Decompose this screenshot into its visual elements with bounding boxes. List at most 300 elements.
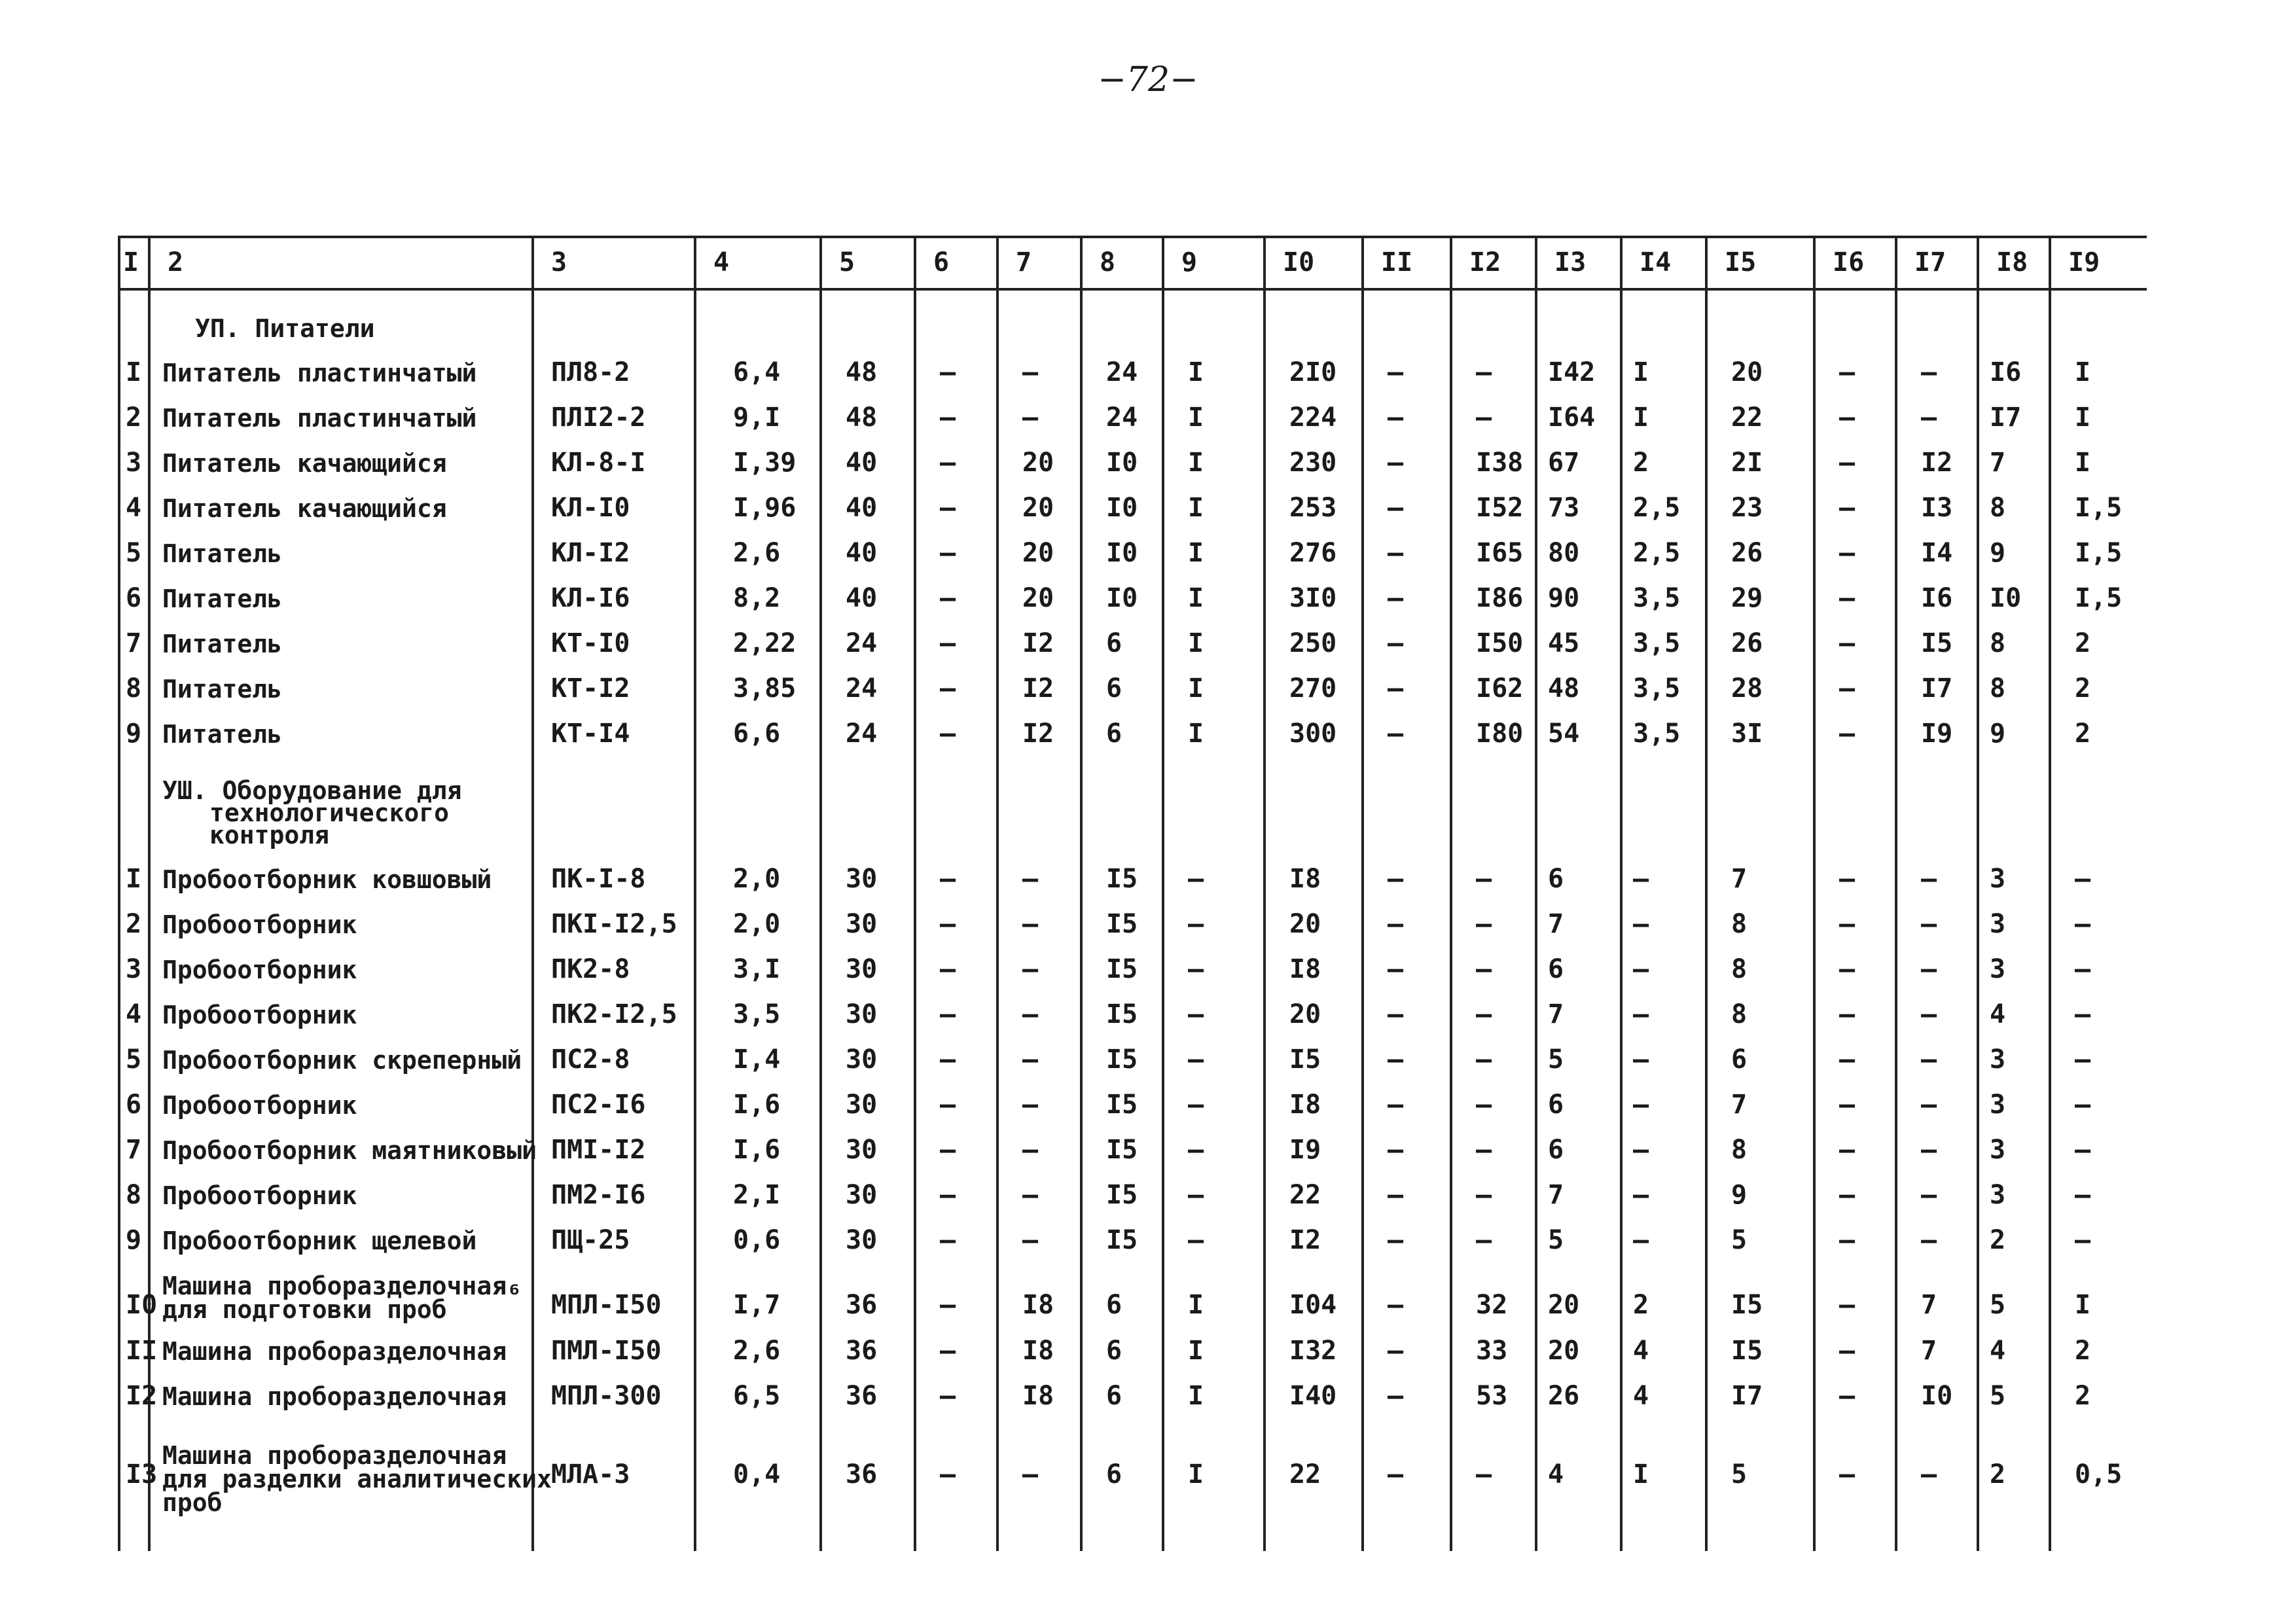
- column-header: I8: [1996, 247, 2028, 277]
- table-row-cell: 230: [1289, 448, 1337, 478]
- table-row-cell: –: [1388, 864, 1404, 894]
- table-row-cell: –: [940, 1090, 956, 1120]
- table-row-cell: I62: [1476, 673, 1524, 704]
- table-row-cell: –: [1188, 1180, 1204, 1210]
- section-title: УШ. Оборудование для: [162, 776, 462, 805]
- table-row-cell: ПМ2-I6: [551, 1180, 646, 1210]
- table-row-cell: –: [1022, 1459, 1039, 1489]
- table-row-cell: 6: [126, 583, 142, 613]
- table-row-cell: 250: [1289, 628, 1337, 658]
- table-row-cell: –: [1476, 1090, 1492, 1120]
- table-row-cell: 30: [846, 864, 878, 894]
- table-row-name: Пробоотборник ковшовый: [162, 865, 492, 894]
- table-row-cell: –: [1633, 1180, 1649, 1210]
- table-row-cell: –: [1022, 1090, 1039, 1120]
- table-row-cell: I5: [1106, 954, 1138, 984]
- table-row-cell: –: [1388, 583, 1404, 613]
- table-row-cell: –: [1188, 864, 1204, 894]
- table-row-cell: –: [1388, 1225, 1404, 1255]
- table-row-cell: –: [1921, 357, 1937, 387]
- table-row-cell: –: [1022, 1135, 1039, 1165]
- table-row-cell: 20: [1731, 357, 1763, 387]
- column-divider: [1263, 236, 1266, 1551]
- table-row-cell: I5: [1106, 999, 1138, 1029]
- table-row-cell: –: [1476, 1180, 1492, 1210]
- table-row-cell: I: [1633, 357, 1649, 387]
- table-row-cell: 6: [1106, 628, 1122, 658]
- table-row-cell: КЛ-8-I: [551, 448, 646, 478]
- table-row-cell: 30: [846, 1180, 878, 1210]
- table-row-name: Пробоотборник: [162, 955, 357, 984]
- table-row-cell: 2: [126, 402, 142, 433]
- table-row-cell: 6: [1106, 1459, 1122, 1489]
- table-row-cell: 8: [1731, 999, 1748, 1029]
- table-row-name: Питатель: [162, 675, 283, 704]
- table-row-cell: 20: [1022, 493, 1054, 523]
- table-row-name: Пробоотборник: [162, 910, 357, 939]
- table-row-cell: –: [1388, 909, 1404, 939]
- table-row-cell: ПЛ8-2: [551, 357, 630, 387]
- table-row-cell: 45: [1548, 628, 1580, 658]
- table-row-cell: 2: [1990, 1225, 2006, 1255]
- table-row-cell: –: [1388, 448, 1404, 478]
- table-row-cell: 8: [126, 673, 142, 704]
- table-row-cell: –: [2075, 909, 2091, 939]
- table-row-cell: 7: [1548, 1180, 1564, 1210]
- table-row-cell: I5: [1106, 1090, 1138, 1120]
- table-row-cell: 6: [1548, 1135, 1564, 1165]
- table-row-cell: 2,I: [733, 1180, 781, 1210]
- table-row-cell: –: [2075, 1135, 2091, 1165]
- table-row-cell: –: [1476, 1225, 1492, 1255]
- table-row-cell: –: [940, 402, 956, 433]
- table-row-cell: 7: [1731, 1090, 1748, 1120]
- table-row-cell: 80: [1548, 538, 1580, 568]
- table-row-cell: 3: [1990, 1044, 2006, 1075]
- table-row-cell: –: [2075, 1044, 2091, 1075]
- table-row-cell: –: [1839, 1090, 1856, 1120]
- table-row-name: Питатель пластинчатый: [162, 404, 477, 433]
- table-rule: [118, 288, 2147, 291]
- table-row-cell: –: [1839, 402, 1856, 433]
- table-row-cell: I,5: [2075, 538, 2123, 568]
- table-row-cell: 3: [126, 448, 142, 478]
- table-row-cell: 0,4: [733, 1459, 781, 1489]
- table-row-name: Машина проборазделочная: [162, 1382, 507, 1411]
- table-row-cell: –: [1188, 909, 1204, 939]
- table-row-cell: 30: [846, 1044, 878, 1075]
- table-row-cell: –: [1633, 1044, 1649, 1075]
- table-row-cell: –: [1476, 999, 1492, 1029]
- table-row-cell: ПЛI2-2: [551, 402, 646, 433]
- table-row-cell: I5: [1731, 1290, 1763, 1320]
- table-row-cell: 276: [1289, 538, 1337, 568]
- table-row-cell: МПЛ-I50: [551, 1290, 662, 1320]
- table-row-cell: I: [1188, 1336, 1204, 1366]
- column-header: I7: [1914, 247, 1946, 277]
- table-row-cell: I2: [1022, 673, 1054, 704]
- column-header: I: [123, 247, 139, 277]
- table-row-cell: I5: [1106, 1044, 1138, 1075]
- table-row-cell: –: [2075, 1225, 2091, 1255]
- table-row-cell: 7: [1731, 864, 1748, 894]
- table-row-cell: 9: [1731, 1180, 1748, 1210]
- table-row-cell: I0: [1106, 583, 1138, 613]
- table-row-cell: I2: [1289, 1225, 1321, 1255]
- table-row-cell: –: [1839, 1381, 1856, 1411]
- table-row-cell: 3,I: [733, 954, 781, 984]
- column-divider: [1080, 236, 1083, 1551]
- page-number: −72−: [1098, 60, 1198, 99]
- table-row-cell: 5: [1990, 1290, 2006, 1320]
- table-row-cell: –: [1921, 954, 1937, 984]
- table-row-cell: I: [1188, 1290, 1204, 1320]
- section-title: технологического: [209, 798, 450, 827]
- column-header: 6: [933, 247, 950, 277]
- column-divider: [1450, 236, 1452, 1551]
- table-row-cell: ПС2-I6: [551, 1090, 646, 1120]
- table-row-cell: I: [1188, 1459, 1204, 1489]
- table-row-cell: 9: [1990, 719, 2006, 749]
- table-row-cell: I: [1188, 1381, 1204, 1411]
- table-row-cell: 8: [126, 1180, 142, 1210]
- table-row-cell: 40: [846, 448, 878, 478]
- table-row-cell: –: [1188, 999, 1204, 1029]
- table-row-cell: 4: [1548, 1459, 1564, 1489]
- table-row-cell: –: [1921, 999, 1937, 1029]
- table-row-cell: –: [1022, 999, 1039, 1029]
- table-row-cell: –: [1839, 954, 1856, 984]
- table-row-cell: 30: [846, 999, 878, 1029]
- table-row-cell: ПК-I-8: [551, 864, 646, 894]
- table-row-cell: I5: [1106, 1135, 1138, 1165]
- table-row-cell: 2I0: [1289, 357, 1337, 387]
- table-row-cell: 20: [1289, 909, 1321, 939]
- column-header: I9: [2068, 247, 2100, 277]
- table-row-cell: –: [1633, 864, 1649, 894]
- table-row-cell: I5: [1106, 909, 1138, 939]
- table-row-name: Пробоотборник щелевой: [162, 1226, 477, 1255]
- table-row-cell: 26: [1731, 628, 1763, 658]
- table-row-cell: –: [940, 1135, 956, 1165]
- table-row-cell: КЛ-I0: [551, 493, 630, 523]
- table-row-cell: –: [2075, 1090, 2091, 1120]
- table-row-cell: 2,5: [1633, 493, 1681, 523]
- table-row-cell: I: [1633, 402, 1649, 433]
- table-row-cell: 3: [1990, 954, 2006, 984]
- table-row-cell: –: [1633, 954, 1649, 984]
- table-row-cell: I2: [1921, 448, 1953, 478]
- table-row-cell: –: [1839, 1336, 1856, 1366]
- table-row-cell: 6: [1106, 719, 1122, 749]
- table-row-cell: –: [1388, 357, 1404, 387]
- table-row-cell: 7: [126, 1135, 142, 1165]
- table-row-cell: 6: [1548, 1090, 1564, 1120]
- table-row-cell: 4: [1633, 1336, 1649, 1366]
- table-row-cell: 6: [1548, 864, 1564, 894]
- table-row-cell: –: [1188, 1225, 1204, 1255]
- table-row-cell: 6: [1731, 1044, 1748, 1075]
- table-row-cell: 22: [1731, 402, 1763, 433]
- column-header: I0: [1283, 247, 1315, 277]
- table-row-cell: 6: [1548, 954, 1564, 984]
- table-row-cell: –: [1839, 909, 1856, 939]
- table-row-cell: –: [1188, 954, 1204, 984]
- table-row-cell: –: [940, 628, 956, 658]
- table-row-cell: I,6: [733, 1135, 781, 1165]
- column-header: 8: [1100, 247, 1116, 277]
- table-row-cell: 2: [2075, 673, 2091, 704]
- table-row-name: Пробоотборник: [162, 1001, 357, 1029]
- table-row-cell: 300: [1289, 719, 1337, 749]
- column-header: 9: [1181, 247, 1198, 277]
- table-row-cell: 24: [846, 719, 878, 749]
- table-row-cell: –: [940, 864, 956, 894]
- table-row-cell: 20: [1289, 999, 1321, 1029]
- table-row-cell: –: [940, 1336, 956, 1366]
- table-row-cell: 6: [126, 1090, 142, 1120]
- table-row-cell: –: [2075, 864, 2091, 894]
- table-row-cell: –: [2075, 1180, 2091, 1210]
- table-row-cell: I42: [1548, 357, 1596, 387]
- table-row-cell: 3: [1990, 1090, 2006, 1120]
- table-row-cell: 3I0: [1289, 583, 1337, 613]
- table-row-cell: 24: [1106, 357, 1138, 387]
- table-row-cell: 8: [1731, 954, 1748, 984]
- table-row-cell: ПКI-I2,5: [551, 909, 677, 939]
- data-table: [118, 236, 2147, 1558]
- column-divider: [2049, 236, 2051, 1551]
- table-row-cell: –: [1921, 1135, 1937, 1165]
- table-row-cell: –: [940, 719, 956, 749]
- table-row-cell: 54: [1548, 719, 1580, 749]
- table-row-cell: –: [1921, 864, 1937, 894]
- table-row-cell: I9: [1921, 719, 1953, 749]
- table-row-cell: 7: [1921, 1336, 1937, 1366]
- table-row-cell: –: [940, 954, 956, 984]
- table-row-cell: –: [940, 1180, 956, 1210]
- table-row-cell: –: [1022, 357, 1039, 387]
- table-row-cell: –: [940, 1459, 956, 1489]
- table-row-cell: 8: [1990, 673, 2006, 704]
- table-row-name: Машина проборазделочная: [162, 1337, 507, 1366]
- column-divider: [1361, 236, 1364, 1551]
- table-row-cell: I0: [1990, 583, 2022, 613]
- table-row-name: Питатель пластинчатый: [162, 359, 477, 387]
- table-row-cell: –: [1388, 1336, 1404, 1366]
- table-row-cell: I0: [126, 1290, 158, 1320]
- table-row-cell: –: [1839, 538, 1856, 568]
- table-row-cell: –: [1633, 999, 1649, 1029]
- table-row-cell: –: [1839, 493, 1856, 523]
- table-row-cell: I5: [1289, 1044, 1321, 1075]
- table-row-cell: 30: [846, 954, 878, 984]
- table-row-cell: –: [940, 583, 956, 613]
- table-row-name: Пробоотборник скреперный: [162, 1046, 522, 1075]
- table-row-cell: 6,6: [733, 719, 781, 749]
- column-header: I2: [1469, 247, 1501, 277]
- table-row-cell: 26: [1548, 1381, 1580, 1411]
- table-row-cell: I3: [126, 1459, 158, 1489]
- table-row-cell: –: [1388, 402, 1404, 433]
- table-row-name: Машина проборазделочная₆ для подготовки проб: [162, 1272, 522, 1324]
- table-row-cell: 53: [1476, 1381, 1508, 1411]
- table-row-cell: –: [1022, 402, 1039, 433]
- table-row-cell: 20: [1548, 1290, 1580, 1320]
- table-row-cell: –: [1388, 1090, 1404, 1120]
- table-row-cell: I: [1188, 493, 1204, 523]
- table-row-cell: 30: [846, 1090, 878, 1120]
- table-row-cell: 8,2: [733, 583, 781, 613]
- table-row-cell: 6: [1106, 673, 1122, 704]
- table-row-cell: –: [1022, 864, 1039, 894]
- table-row-cell: –: [940, 448, 956, 478]
- table-row-cell: ПМЛ-I50: [551, 1336, 662, 1366]
- column-divider: [1895, 236, 1897, 1551]
- table-row-cell: 9: [126, 1225, 142, 1255]
- table-row-cell: 90: [1548, 583, 1580, 613]
- column-divider: [819, 236, 822, 1551]
- table-row-cell: 33: [1476, 1336, 1508, 1366]
- table-row-cell: 3,5: [1633, 719, 1681, 749]
- table-row-cell: ПС2-8: [551, 1044, 630, 1075]
- table-row-cell: –: [1022, 1180, 1039, 1210]
- table-row-cell: 270: [1289, 673, 1337, 704]
- table-row-cell: I52: [1476, 493, 1524, 523]
- table-row-cell: I,7: [733, 1290, 781, 1320]
- table-row-cell: 6,5: [733, 1381, 781, 1411]
- table-row-cell: 30: [846, 1225, 878, 1255]
- table-row-cell: 6: [1106, 1336, 1122, 1366]
- table-row-cell: 253: [1289, 493, 1337, 523]
- table-row-name: Питатель: [162, 630, 283, 658]
- table-row-cell: 48: [846, 357, 878, 387]
- table-row-cell: 2: [1990, 1459, 2006, 1489]
- table-row-name: Питатель качающийся: [162, 449, 447, 478]
- table-row-cell: 73: [1548, 493, 1580, 523]
- table-row-cell: I,5: [2075, 583, 2123, 613]
- table-row-cell: –: [1839, 448, 1856, 478]
- table-row-cell: 5: [126, 1044, 142, 1075]
- table-row-cell: 36: [846, 1459, 878, 1489]
- table-row-cell: I8: [1289, 864, 1321, 894]
- table-row-cell: –: [1476, 1459, 1492, 1489]
- table-row-cell: I5: [1731, 1336, 1763, 1366]
- table-row-cell: КЛ-I2: [551, 538, 630, 568]
- column-header: 5: [839, 247, 855, 277]
- table-row-cell: 30: [846, 1135, 878, 1165]
- table-row-cell: 40: [846, 538, 878, 568]
- table-row-cell: 9,I: [733, 402, 781, 433]
- table-row-cell: I2: [1022, 719, 1054, 749]
- table-row-cell: –: [1022, 1044, 1039, 1075]
- table-row-cell: –: [940, 538, 956, 568]
- table-row-cell: –: [1839, 1135, 1856, 1165]
- table-row-cell: 2I: [1731, 448, 1763, 478]
- table-row-cell: I86: [1476, 583, 1524, 613]
- table-row-cell: I: [1633, 1459, 1649, 1489]
- table-row-cell: I0: [1921, 1381, 1953, 1411]
- column-header: 7: [1016, 247, 1032, 277]
- table-row-cell: I64: [1548, 402, 1596, 433]
- table-row-cell: 9: [126, 719, 142, 749]
- table-row-cell: 2: [2075, 628, 2091, 658]
- table-row-cell: 40: [846, 493, 878, 523]
- table-row-cell: –: [1388, 673, 1404, 704]
- table-row-cell: I2: [126, 1381, 158, 1411]
- table-row-cell: МПЛ-300: [551, 1381, 662, 1411]
- table-row-cell: –: [1921, 1090, 1937, 1120]
- column-header: I6: [1833, 247, 1865, 277]
- table-row-cell: 3: [1990, 1180, 2006, 1210]
- table-row-cell: –: [1188, 1090, 1204, 1120]
- table-row-cell: I: [1188, 538, 1204, 568]
- table-row-cell: I2: [1022, 628, 1054, 658]
- table-row-cell: I: [1188, 357, 1204, 387]
- table-row-cell: 40: [846, 583, 878, 613]
- column-divider: [1977, 236, 1979, 1551]
- table-row-cell: 4: [1633, 1381, 1649, 1411]
- table-row-cell: 48: [846, 402, 878, 433]
- table-row-cell: 20: [1022, 538, 1054, 568]
- table-row-cell: 24: [846, 673, 878, 704]
- table-row-cell: 48: [1548, 673, 1580, 704]
- table-row-cell: –: [1839, 999, 1856, 1029]
- table-row-cell: I,6: [733, 1090, 781, 1120]
- table-row-cell: –: [1388, 493, 1404, 523]
- column-header: II: [1381, 247, 1413, 277]
- table-row-cell: I6: [1921, 583, 1953, 613]
- table-row-cell: I: [2075, 448, 2091, 478]
- table-row-name: Питатель: [162, 584, 283, 613]
- table-row-cell: 32: [1476, 1290, 1508, 1320]
- table-row-cell: –: [1921, 1459, 1937, 1489]
- table-row-cell: –: [1388, 1459, 1404, 1489]
- table-row-cell: –: [1388, 1381, 1404, 1411]
- table-row-cell: –: [940, 909, 956, 939]
- table-row-cell: I5: [1106, 864, 1138, 894]
- table-row-name: Питатель: [162, 539, 283, 568]
- table-row-cell: ПМI-I2: [551, 1135, 646, 1165]
- table-row-cell: I0: [1106, 538, 1138, 568]
- table-row-cell: –: [940, 357, 956, 387]
- table-row-cell: I80: [1476, 719, 1524, 749]
- table-row-cell: 4: [126, 493, 142, 523]
- table-row-cell: –: [1633, 1225, 1649, 1255]
- table-row-cell: –: [1476, 909, 1492, 939]
- column-header: 2: [168, 247, 184, 277]
- table-row-cell: 5: [1548, 1044, 1564, 1075]
- table-row-cell: I7: [1731, 1381, 1763, 1411]
- table-row-cell: 0,6: [733, 1225, 781, 1255]
- table-row-cell: –: [1476, 402, 1492, 433]
- table-row-cell: –: [940, 673, 956, 704]
- table-row-cell: –: [1921, 1044, 1937, 1075]
- table-row-cell: I,5: [2075, 493, 2123, 523]
- table-row-cell: 3: [1990, 1135, 2006, 1165]
- table-row-cell: –: [1388, 999, 1404, 1029]
- table-row-cell: –: [1839, 864, 1856, 894]
- table-row-cell: I7: [1921, 673, 1953, 704]
- table-row-cell: I: [1188, 628, 1204, 658]
- table-row-cell: I50: [1476, 628, 1524, 658]
- table-row-cell: ПК2-I2,5: [551, 999, 677, 1029]
- table-row-cell: 7: [126, 628, 142, 658]
- table-row-cell: 20: [1022, 448, 1054, 478]
- table-row-cell: I5: [1106, 1180, 1138, 1210]
- table-row-cell: I,4: [733, 1044, 781, 1075]
- table-row-cell: –: [1921, 1180, 1937, 1210]
